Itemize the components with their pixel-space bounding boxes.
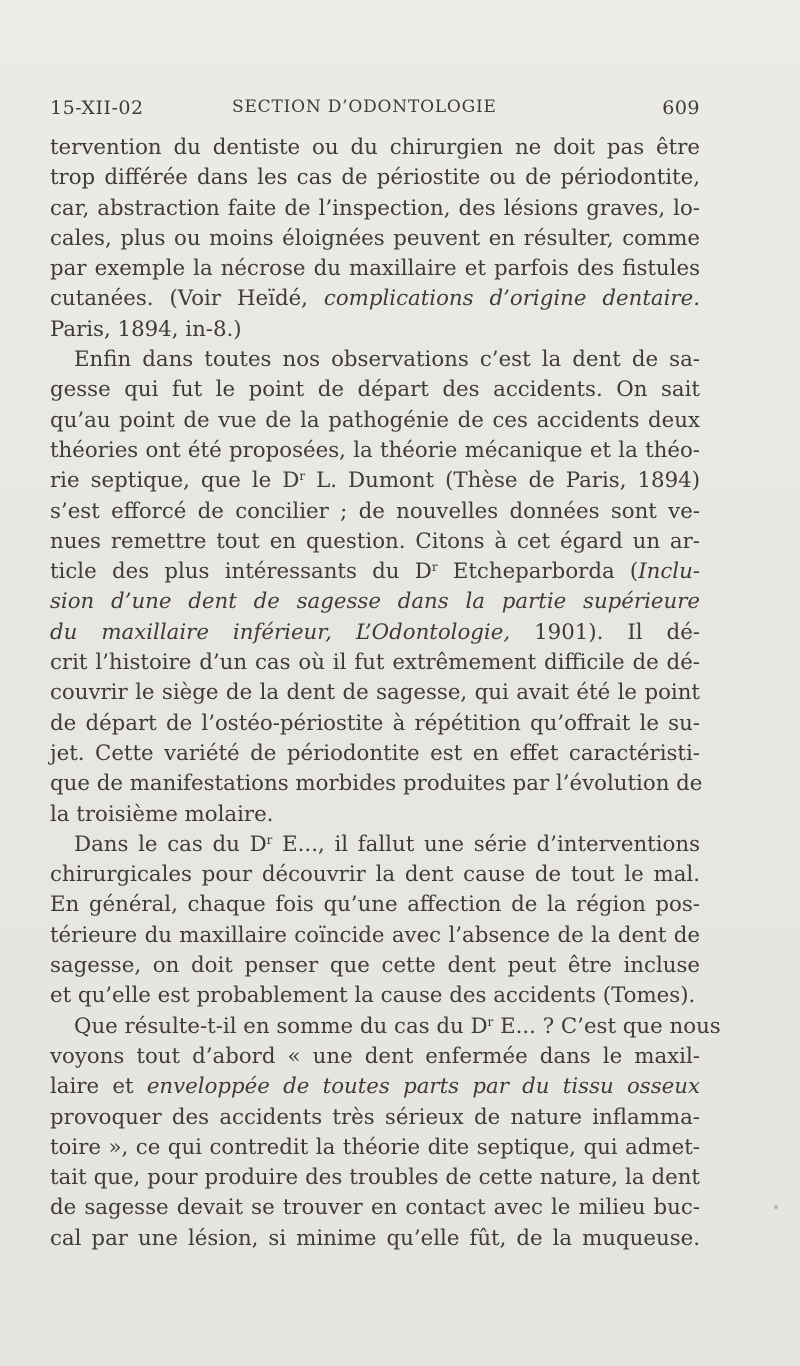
text-line: [50, 194, 700, 224]
text-line: [50, 709, 700, 739]
text-line: [50, 163, 700, 193]
text-line: [50, 1133, 700, 1163]
superscript: r: [266, 832, 273, 847]
body-text: [50, 133, 721, 1254]
text-run: L. Dumont (Thèse de Paris, 1894): [305, 468, 701, 494]
italic-text: Inclu-: [638, 559, 700, 585]
text-run: Etcheparborda (: [437, 559, 639, 585]
text-line: [50, 678, 700, 708]
text-run: qu’au point de vue de la pathogénie de ces accidents deux: [50, 407, 700, 433]
text-line: [50, 890, 700, 920]
text-line: [50, 436, 700, 466]
text-line: [50, 375, 700, 405]
text-run: Paris, 1894, in-8.): [50, 316, 242, 342]
text-run: toire », ce qui contredit la théorie dite septique, qui admet-: [50, 1134, 700, 1160]
text-line: [50, 769, 703, 799]
text-run: laire et: [50, 1074, 147, 1100]
text-run: sagesse, on doit penser que cette dent peut être incluse: [50, 953, 700, 979]
text-run: la troisième molaire.: [50, 801, 274, 827]
italic-text: sion d’une dent de sagesse dans la partie supérieure: [50, 589, 700, 615]
text-line: [50, 1103, 700, 1133]
text-run: E..., il fallut une série d’interventions: [272, 831, 701, 857]
text-run: térieure du maxillaire coïncide avec l’absence de la dent de: [50, 922, 700, 948]
text-line: [50, 466, 700, 496]
header-date: 15-XII-02: [50, 97, 144, 119]
text-line: [50, 648, 700, 678]
text-line: [50, 527, 700, 557]
text-line: [50, 860, 700, 890]
text-run: tervention du dentiste ou du chirurgien ne doit pas être: [50, 135, 700, 160]
text-line: [50, 587, 700, 617]
text-run: Que résulte-t-il en somme du cas du D: [74, 1013, 488, 1039]
text-run: et qu’elle est probablement la cause des accidents (Tomes).: [50, 983, 696, 1009]
text-run: cutanées. (Voir Heïdé,: [50, 286, 324, 312]
text-run: Enfin dans toutes nos observations c’est la dent de sa-: [74, 347, 700, 373]
superscript: r: [487, 1014, 494, 1029]
text-run: nues remettre tout en question. Citons à cet égard un ar-: [50, 528, 700, 554]
italic-text: enveloppée de toutes parts par du tissu osseux: [146, 1074, 700, 1100]
text-line: [50, 1072, 700, 1102]
text-run: 1901). Il dé-: [510, 619, 700, 645]
superscript: r: [299, 469, 306, 484]
text-run: En général, chaque fois qu’une affection de la région pos-: [50, 892, 700, 918]
header-section-title: SECTION D’ODONTOLOGIE: [232, 97, 497, 117]
page-number: 609: [662, 97, 700, 119]
text-run: cal par une lésion, si minime qu’elle fût, de la muqueuse.: [50, 1225, 700, 1251]
text-line: [50, 133, 700, 163]
text-run: rie septique, que le D: [50, 468, 300, 494]
text-run: théories ont été proposées, la théorie mécanique et la théo-: [50, 437, 700, 463]
text-line: [50, 951, 700, 981]
text-line: [50, 224, 700, 254]
text-run: de sagesse devait se trouver en contact avec le milieu buc-: [50, 1195, 700, 1221]
text-line: [50, 1224, 700, 1254]
text-run: provoquer des accidents très sérieux de nature inflamma-: [50, 1104, 700, 1130]
text-run: E... ? C’est que nous: [493, 1013, 721, 1039]
text-line: [50, 284, 700, 314]
text-line: [50, 830, 700, 860]
text-line: [50, 1163, 700, 1193]
text-line: [50, 557, 700, 587]
text-run: que de manifestations morbides produites par l’évolution de: [50, 771, 703, 797]
text-line: [50, 497, 700, 527]
text-run: s’est efforcé de concilier ; de nouvelles données sont ve-: [50, 498, 700, 524]
text-run: par exemple la nécrose du maxillaire et parfois des fistules: [50, 256, 700, 282]
running-header: [50, 97, 700, 123]
text-run: car, abstraction faite de l’inspection, des lésions graves, lo-: [50, 195, 700, 221]
text-line: [50, 921, 700, 951]
text-run: jet. Cette variété de périodontite est en effet caractéristi-: [50, 740, 700, 766]
text-run: tait que, pour produire des troubles de cette nature, la dent: [50, 1165, 700, 1191]
text-run: Dans le cas du D: [74, 831, 267, 857]
text-line: [50, 800, 700, 830]
text-run: chirurgicales pour découvrir la dent cause de tout le mal.: [50, 862, 700, 888]
superscript: r: [431, 560, 438, 575]
text-line: [50, 739, 700, 769]
text-run: ticle des plus intéressants du D: [50, 559, 432, 585]
text-run: de départ de l’ostéo-périostite à répétition qu’offrait le su-: [50, 710, 700, 736]
text-run: voyons tout d’abord « une dent enfermée dans le maxil-: [50, 1043, 700, 1069]
italic-text: complications d’origine dentaire.: [323, 286, 700, 312]
text-run: cales, plus ou moins éloignées peuvent en résulter, comme: [50, 225, 700, 251]
text-run: gesse qui fut le point de départ des accidents. On sait: [50, 377, 700, 403]
text-run: crit l’histoire d’un cas où il fut extrêmement difficile de dé-: [50, 650, 700, 676]
text-line: [50, 1042, 700, 1072]
text-line: [50, 345, 700, 375]
italic-text: du maxillaire inférieur, L’Odontologie,: [50, 619, 511, 645]
text-line: [50, 981, 700, 1011]
text-line: [50, 1193, 700, 1223]
text-line: [50, 1012, 721, 1042]
text-run: couvrir le siège de la dent de sagesse, qui avait été le point: [50, 680, 700, 706]
text-line: [50, 315, 700, 345]
text-line: [50, 254, 700, 284]
text-run: trop différée dans les cas de périostite ou de périodontite,: [50, 165, 700, 191]
text-line: [50, 618, 700, 648]
paper-speck: [774, 1205, 778, 1209]
text-line: [50, 406, 700, 436]
